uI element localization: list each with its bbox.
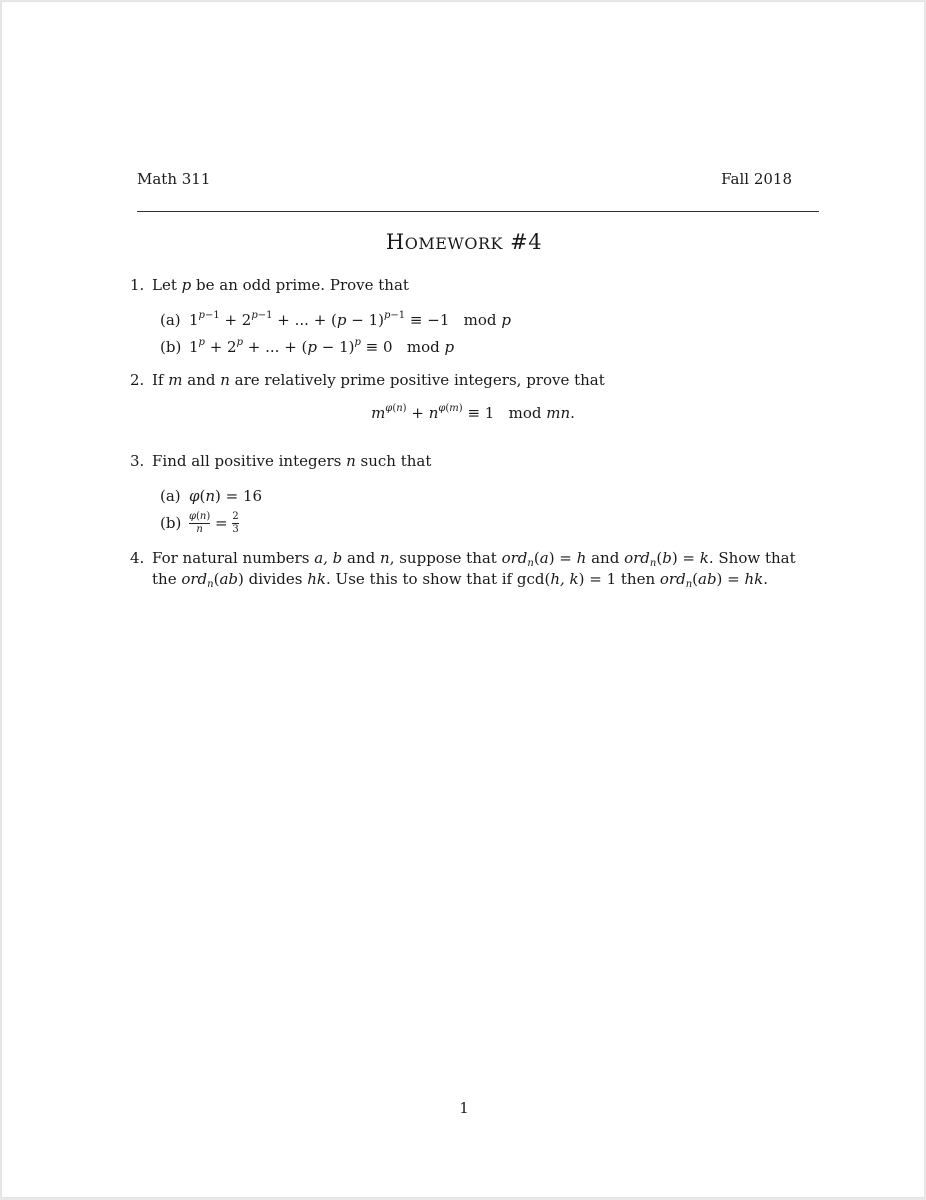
problem-1-intro: Let p be an odd prime. Prove that (152, 276, 409, 294)
part-label: (b) (160, 513, 182, 532)
problem-3b-formula: $\frac{\varphi(n)}{n}$ = $\frac{2}{3}$ (189, 511, 239, 535)
problem-3 (130, 451, 800, 472)
problem-3a-formula: φ(n) = 16 (189, 487, 263, 505)
problem-1a-formula: $1^{p-1} + 2^{p-1}$ + ... + $(p - 1)^{p-1} \equiv -1$ mod p (189, 310, 511, 329)
problem-number: 1. (130, 276, 145, 294)
problem-number: 4. (130, 549, 145, 567)
title-rest: OMEWORK (404, 234, 503, 253)
problem-2 (130, 370, 800, 391)
part-label: (b) (160, 338, 182, 356)
document-page (1, 1, 925, 1198)
problem-3b (160, 512, 239, 535)
problem-1a (160, 310, 511, 330)
course-name: Math 311 (137, 170, 211, 188)
title-number: #4 (510, 230, 543, 254)
problem-2-display-equation: $m^{\varphi(n)} + n^{\varphi(m)} \equiv 1$ mod mn. (371, 403, 575, 422)
problem-1b (160, 337, 454, 357)
page-number: 1 (459, 1099, 469, 1117)
term: Fall 2018 (721, 170, 792, 188)
title-first-letter: H (385, 230, 405, 254)
problem-4-line-1: 4. For natural numbers a, b and n, suppose that ord$_n$(a) = h and ord$_n$(b) = k. Show that (130, 549, 796, 569)
page-title (2, 230, 926, 254)
problem-3-intro: Find all positive integers n such that (152, 452, 432, 470)
problem-number: 2. (130, 371, 145, 389)
problem-4 (130, 548, 800, 590)
problem-4-line-2: the ord$_n$(ab) divides hk. Use this to show that if gcd(h, k) = 1 then ord$_n$(ab) = hk. (152, 570, 769, 590)
problem-3a (160, 486, 262, 506)
problem-1b-formula: $1^p + 2^p$ + ... + $(p - 1)^p \equiv 0$ mod p (189, 337, 455, 356)
header-rule (137, 211, 819, 212)
problem-number: 3. (130, 452, 145, 470)
problem-2-intro: If m and n are relatively prime positive integers, prove that (152, 371, 605, 389)
problem-1 (130, 275, 800, 296)
part-label: (a) (160, 487, 181, 505)
part-label: (a) (160, 311, 181, 329)
